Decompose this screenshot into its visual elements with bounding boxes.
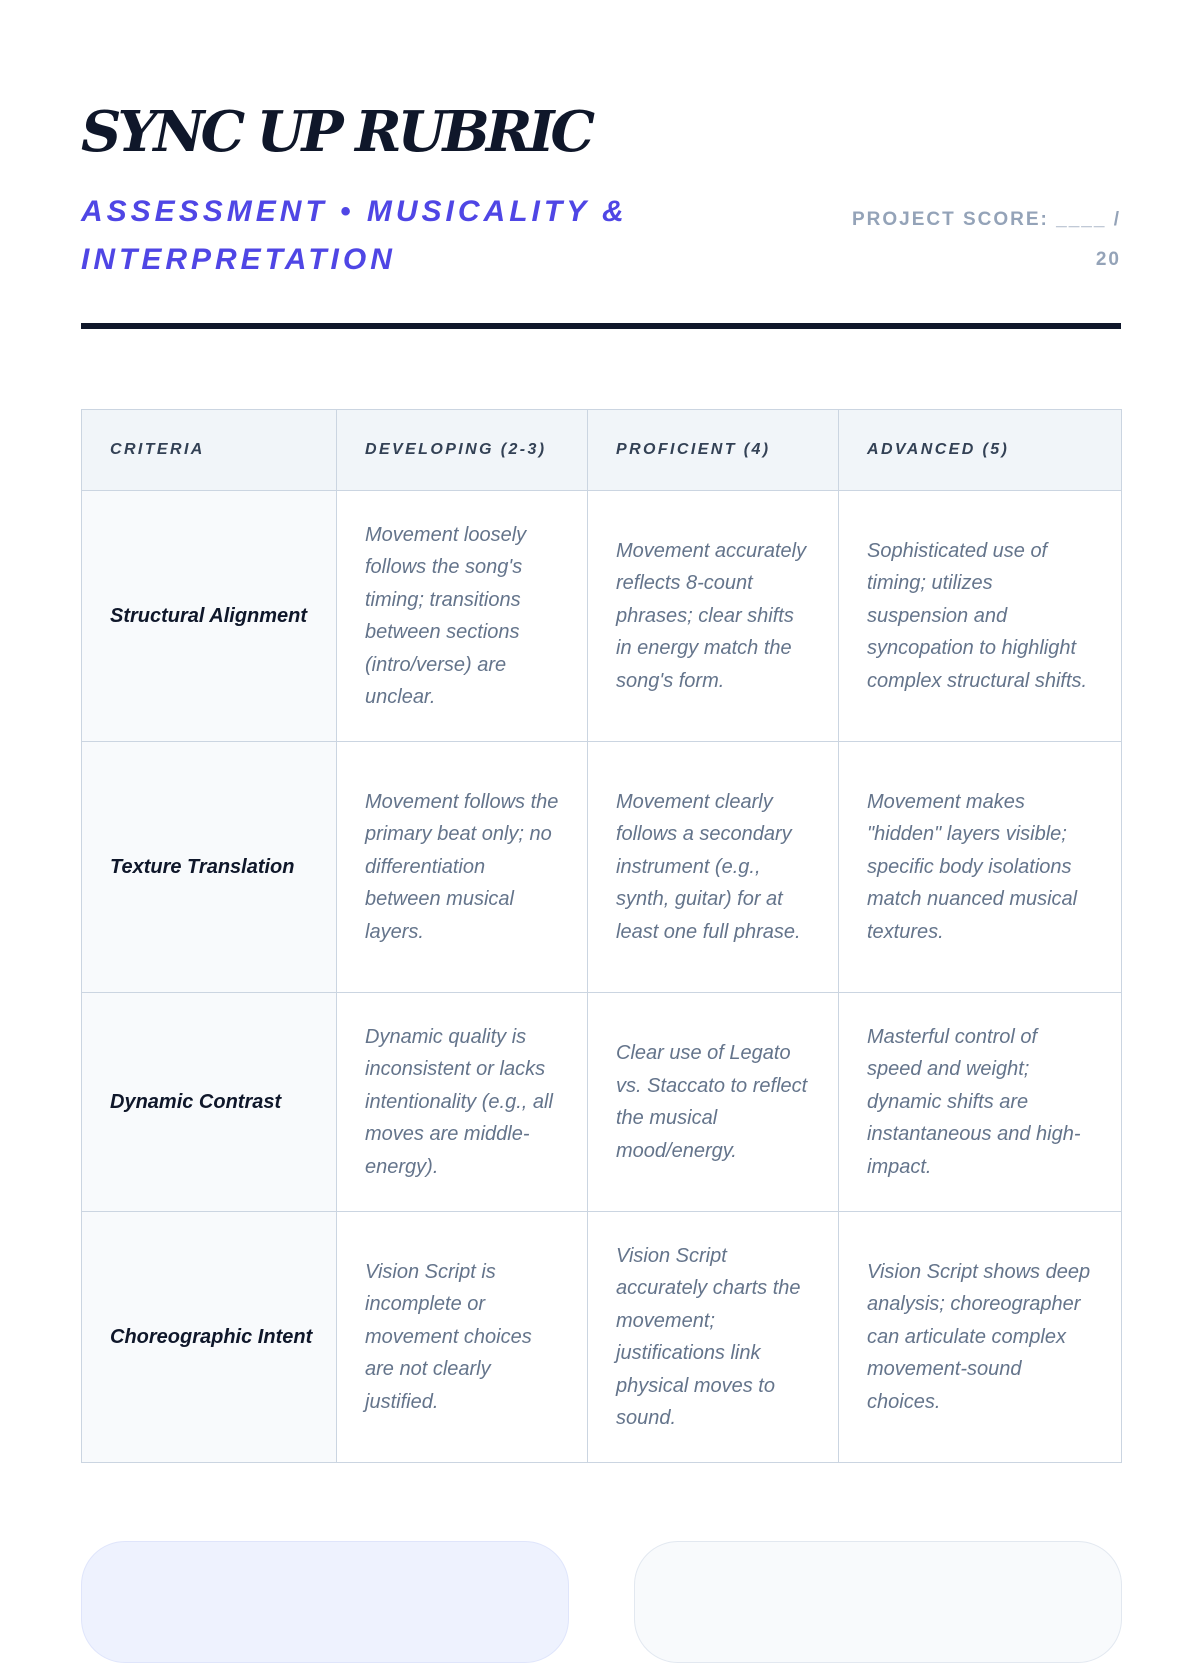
proficient-cell: Vision Script accurately charts the movement; justifications link physical moves to sound.	[588, 1212, 839, 1463]
column-header-advanced: ADVANCED (5)	[839, 410, 1122, 491]
proficient-cell: Movement accurately reflects 8-count phrases; clear shifts in energy match the song's form.	[588, 491, 839, 742]
criteria-cell: Structural Alignment	[82, 491, 337, 742]
proficient-cell: Movement clearly follows a secondary instrument (e.g., synth, guitar) for at least one full phrase.	[588, 742, 839, 993]
advanced-cell: Sophisticated use of timing; utilizes suspension and syncopation to highlight complex structural shifts.	[839, 491, 1122, 742]
table-header-row	[82, 410, 1122, 491]
table-row	[82, 491, 1122, 742]
advanced-cell: Movement makes "hidden" layers visible; specific body isolations match nuanced musical textures.	[839, 742, 1122, 993]
table-row	[82, 993, 1122, 1212]
column-header-proficient: PROFICIENT (4)	[588, 410, 839, 491]
developing-cell: Movement follows the primary beat only; no differentiation between musical layers.	[337, 742, 588, 993]
notes-card-right	[634, 1541, 1122, 1663]
table-row	[82, 1212, 1122, 1463]
developing-cell: Dynamic quality is inconsistent or lacks intentionality (e.g., all moves are middle-energy).	[337, 993, 588, 1212]
project-score-label: PROJECT SCORE: ____ / 20	[851, 209, 1121, 270]
header-divider	[81, 323, 1121, 329]
advanced-cell: Vision Script shows deep analysis; choreographer can articulate complex movement-sound choices.	[839, 1212, 1122, 1463]
criteria-cell: Texture Translation	[82, 742, 337, 993]
criteria-cell: Dynamic Contrast	[82, 993, 337, 1212]
developing-cell: Vision Script is incomplete or movement choices are not clearly justified.	[337, 1212, 588, 1463]
advanced-cell: Masterful control of speed and weight; dynamic shifts are instantaneous and high-impact.	[839, 993, 1122, 1212]
column-header-developing: DEVELOPING (2-3)	[337, 410, 588, 491]
notes-card-left	[81, 1541, 569, 1663]
column-header-criteria: CRITERIA	[82, 410, 337, 491]
page-subtitle: ASSESSMENT • MUSICALITY & INTERPRETATION	[81, 195, 628, 276]
rubric-table	[81, 409, 1122, 1463]
table-row	[82, 742, 1122, 993]
proficient-cell: Clear use of Legato vs. Staccato to reflect the musical mood/energy.	[588, 993, 839, 1212]
developing-cell: Movement loosely follows the song's timing; transitions between sections (intro/verse) are unclear.	[337, 491, 588, 742]
page-title: SYNC UP RUBRIC	[81, 99, 592, 165]
criteria-cell: Choreographic Intent	[82, 1212, 337, 1463]
